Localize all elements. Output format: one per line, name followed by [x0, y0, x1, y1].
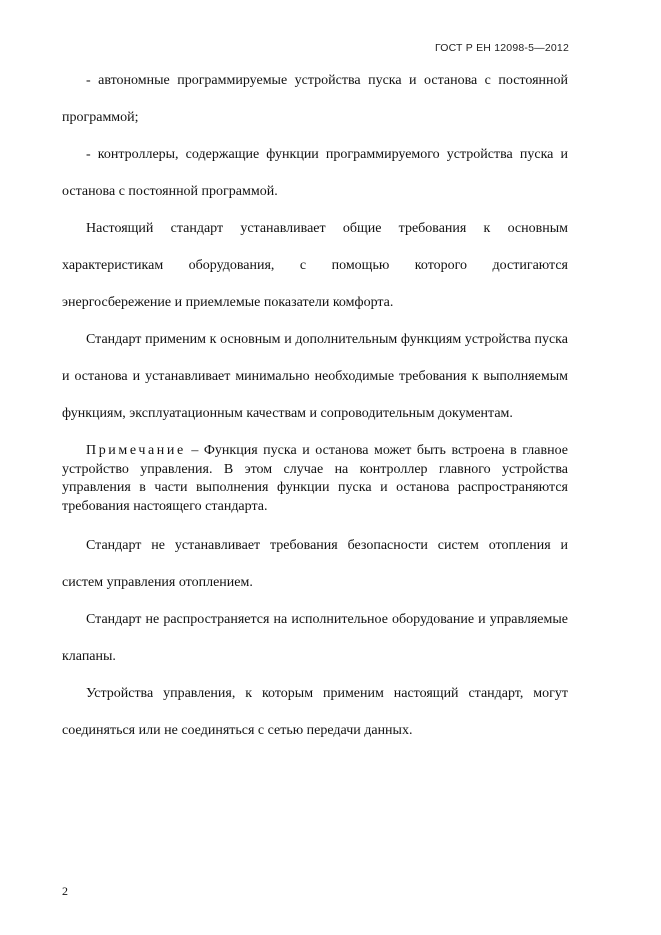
note-label: Примечание — [86, 443, 186, 458]
paragraph-general-requirements: Настоящий стандарт устанавливает общие требования к основным характеристикам оборудования, с помощью которого достигаются энергосбережение и приемлемые показатели комфорта. — [62, 221, 568, 310]
note-text: – Функция пуска и останова может быть встроена в главное устройство управления. В этом случае на контроллер главного устройства управления в части выполнения функции пуска и останова распространяются требования настоящего стандарта. — [62, 443, 568, 514]
list-item-autonomous-devices: - автономные программируемые устройства пуска и останова с постоянной программой; — [62, 73, 568, 125]
paragraph-safety-exclusion: Стандарт не устанавливает требования безопасности систем отопления и систем управления отоплением. — [62, 538, 568, 590]
note-block — [62, 442, 568, 516]
list-item-controllers: - контроллеры, содержащие функции программируемого устройства пуска и останова с постоянной программой. — [62, 147, 568, 199]
paragraph-actuators-exclusion: Стандарт не распространяется на исполнительное оборудование и управляемые клапаны. — [62, 612, 568, 664]
paragraph-scope-functions: Стандарт применим к основным и дополнительным функциям устройства пуска и останова и устанавливает минимально необходимые требования к выполняемым функциям, эксплуатационным качествам и сопроводительным документам. — [62, 332, 568, 421]
page-number: 2 — [62, 884, 68, 898]
document-code-header: ГОСТ Р ЕН 12098-5—2012 — [434, 42, 569, 54]
paragraph-data-network: Устройства управления, к которым применим настоящий стандарт, могут соединяться или не соединяться с сетью передачи данных. — [62, 686, 568, 738]
document-body — [62, 62, 568, 749]
